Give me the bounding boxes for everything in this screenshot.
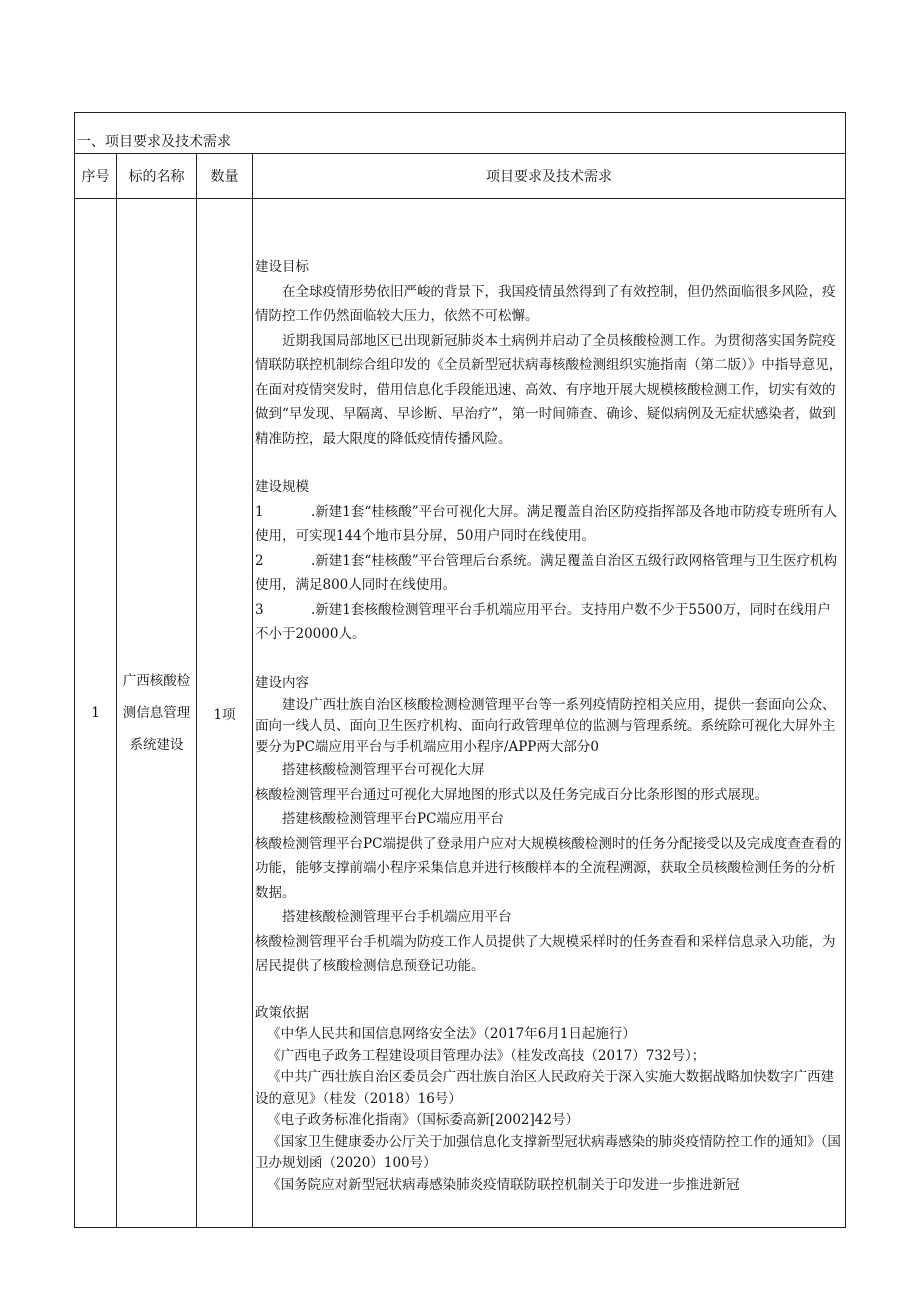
requirements-table bbox=[74, 112, 846, 1228]
policy-item: 《电子政务标准化指南》（国标委高新[2002]42号） bbox=[267, 1112, 579, 1128]
subsection-title: 搭建核酸检测管理平台PC端应用平台 bbox=[282, 811, 504, 827]
goal-heading: 建设目标 bbox=[255, 259, 309, 275]
scale-item-text: .新建1套核酸检测管理平台手机端应用平台。支持用户数不少于5500万，同时在线用户不小于20000人。 bbox=[255, 601, 831, 642]
policy-heading: 政策依据 bbox=[255, 1004, 309, 1021]
scale-item bbox=[255, 598, 843, 647]
policy-item: 《中华人民共和国信息网络安全法》（2017年6月1日起施行） bbox=[267, 1026, 636, 1042]
subsection-text: 核酸检测管理平台手机端为防疫工作人员提供了大规模采样时的任务查看和采样信息录入功能，为居民提供了核酸检测信息预登记功能。 bbox=[255, 933, 836, 974]
row-name-line: 系统建设 bbox=[129, 737, 184, 753]
goal-paragraph-1: 在全球疫情形势依旧严峻的背景下，我国疫情虽然得到了有效控制，但仍然面临很多风险，疫情防控工作仍然面临较大压力，依然不可松懈。 bbox=[255, 283, 836, 324]
scale-item-text: .新建1套“桂核酸”平台可视化大屏。满足覆盖自治区防疫指挥部及各地市防疫专班所有人使用，可实现144个地市县分屏，50用户同时在线使用。 bbox=[255, 503, 838, 544]
row-qty: 1项 bbox=[197, 199, 253, 1228]
row-name bbox=[117, 199, 197, 1228]
scale-item-text: .新建1套“桂核酸”平台管理后台系统。满足覆盖自治区五级行政网格管理与卫生医疗机构使用，满足800人同时在线使用。 bbox=[255, 552, 838, 593]
header-qty: 数量 bbox=[197, 154, 253, 199]
policy-item: 《中共广西壮族自治区委员会广西壮族自治区人民政府关于深入实施大数据战略加快数字广西建设的意见》（桂发（2018）16号） bbox=[255, 1069, 835, 1107]
subsection-text: 核酸检测管理平台PC端提供了登录用户应对大规模核酸检测时的任务分配接受以及完成度查查看的功能，能够支撑前端小程序采集信息并进行核酸样本的全流程溯源，获取全员核酸检测任务的分析数据。 bbox=[255, 835, 842, 901]
scale-item bbox=[255, 500, 843, 549]
row-seq: 1 bbox=[75, 199, 117, 1228]
row-requirements bbox=[253, 199, 846, 1228]
content-heading: 建设内容 bbox=[255, 674, 309, 691]
header-seq: 序号 bbox=[75, 154, 117, 199]
scale-item bbox=[255, 549, 843, 598]
policy-item: 《广西电子政务工程建设项目管理办法》（桂发改高技（2017）732号）； bbox=[267, 1047, 706, 1064]
subsection-text: 核酸检测管理平台通过可视化大屏地图的形式以及任务完成百分比条形图的形式展现。 bbox=[255, 786, 768, 803]
content-paragraph: 建设广西壮族自治区核酸检测检测管理平台等一系列疫情防控相关应用，提供一套面向公众、面向一线人员、面向卫生医疗机构、面向行政管理单位的监测与管理系统。系统除可视化大屏外主要分为PC端应用平台与手机端应用小程序/APP两大部分0 bbox=[255, 697, 836, 755]
goal-paragraph-2: 近期我国局部地区已出现新冠肺炎本土病例并启动了全员核酸检测工作。为贯彻落实国务院疫情联防联控机制综合组印发的《全员新型冠状病毒核酸检测组织实施指南（第二版）》中指导意见，在面对疫情突发时，借用信息化手段能迅速、高效、有序地开展大规模核酸检测工作，切实有效的做到“早发现、早隔离、早诊断、早治疗”，第一时间筛查、确诊、疑似病例及无症状感染者，做到精准防控，最大限度的降低疫情传播风险。 bbox=[255, 332, 843, 447]
section-title: 一、项目要求及技术需求 bbox=[75, 113, 846, 154]
header-requirements: 项目要求及技术需求 bbox=[253, 154, 846, 199]
scale-item-number: 1 bbox=[255, 503, 264, 520]
scale-heading: 建设规模 bbox=[255, 479, 309, 495]
table-header-row bbox=[75, 154, 846, 199]
policy-item: 《国务院应对新型冠状病毒感染肺炎疫情联防联控机制关于印发进一步推进新冠 bbox=[267, 1176, 740, 1193]
header-name: 标的名称 bbox=[117, 154, 197, 199]
policy-item: 《国家卫生健康委办公厅关于加强信息化支撑新型冠状病毒感染的肺炎疫情防控工作的通知》（国卫办规划函（2020）100号） bbox=[255, 1133, 841, 1171]
row-name-line: 广西核酸检 bbox=[122, 673, 191, 689]
subsection-title: 搭建核酸检测管理平台可视化大屏 bbox=[282, 762, 485, 778]
scale-item-number: 2 bbox=[255, 552, 264, 569]
subsection-title: 搭建核酸检测管理平台手机端应用平台 bbox=[282, 909, 512, 925]
row-name-line: 测信息管理 bbox=[122, 705, 191, 721]
table-row bbox=[75, 199, 846, 1228]
scale-item-number: 3 bbox=[255, 601, 264, 618]
